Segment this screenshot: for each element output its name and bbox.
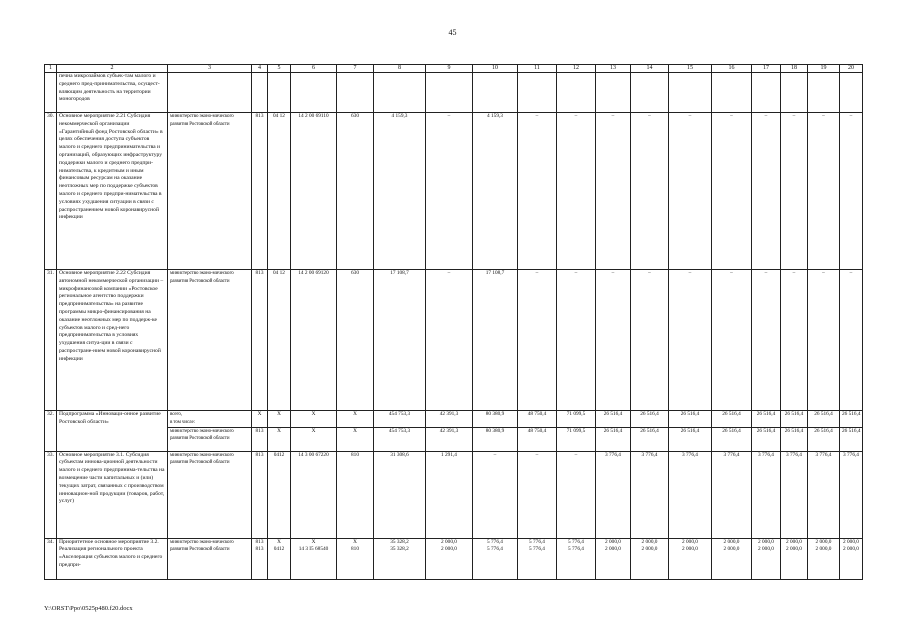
column-number: 14 <box>631 65 669 73</box>
year-value-line: 5 776,4 <box>568 546 584 553</box>
empty-cell <box>252 73 268 113</box>
column-number: 16 <box>712 65 752 73</box>
activity-name: Основное мероприятие 3.1. Субсидия субъектам иннова-ционной деятельности малого и среднего предпринима-тельства на возмещение части капитальных и (или) текущих затрат, связанных с производством инновацион-ной продукции (товаров, работ, услуг) <box>57 451 168 538</box>
year-value: – <box>557 451 596 538</box>
year-value <box>752 538 781 579</box>
year-value-line: 2 000,0 <box>605 538 621 545</box>
column-number: 9 <box>426 65 473 73</box>
year-value: – <box>781 270 808 411</box>
year-value: 26 516,4 <box>840 427 863 451</box>
year-value-line: 2 000,0 <box>682 538 698 545</box>
year-value: – <box>752 270 781 411</box>
row-number: 31. <box>45 270 57 411</box>
year-value: 26 516,4 <box>669 427 712 451</box>
grbs-code <box>252 538 268 579</box>
grbs-code: 813 <box>252 113 268 270</box>
rzpr-code: 04 12 <box>268 113 291 270</box>
row-number <box>45 73 57 113</box>
total-value <box>374 538 426 579</box>
year-value: – <box>669 113 712 270</box>
empty-cell <box>374 73 426 113</box>
year-value: 3 776,4 <box>781 451 808 538</box>
empty-cell <box>808 73 840 113</box>
year-value-line: 5 776,4 <box>487 538 503 545</box>
budget-table <box>44 64 863 580</box>
year-value: 26 516,4 <box>631 411 669 428</box>
csr-code: 14 3 00 67220 <box>291 451 337 538</box>
year-value: 1 291,4 <box>426 451 473 538</box>
year-value-line: 2 000,0 <box>815 546 832 553</box>
year-value <box>518 538 557 579</box>
column-number: 17 <box>752 65 781 73</box>
year-value-line: 2 000,0 <box>786 538 802 545</box>
year-value: 3 776,4 <box>712 451 752 538</box>
year-value: – <box>840 113 863 270</box>
vr-code: X <box>337 411 374 428</box>
year-value: – <box>712 113 752 270</box>
csr-code: 14 2 00 69120 <box>291 270 337 411</box>
year-value: 71 099,5 <box>557 427 596 451</box>
executor: министерство эконо-мического развития Ростовской области <box>168 270 252 411</box>
year-value <box>557 538 596 579</box>
executor: министерство эконо-мического развития Ростовской области <box>168 427 252 451</box>
year-value-line: 5 776,4 <box>529 538 545 545</box>
row-number: 34. <box>45 538 57 579</box>
year-value-line: 2 000,0 <box>758 538 774 545</box>
total-value: 17 108,7 <box>374 270 426 411</box>
year-value: – <box>596 270 631 411</box>
year-value <box>781 538 808 579</box>
continued-row <box>45 73 863 113</box>
year-value <box>808 538 840 579</box>
year-value: 26 516,4 <box>781 427 808 451</box>
vr-code: X <box>337 427 374 451</box>
empty-cell <box>781 73 808 113</box>
year-value: 26 516,4 <box>596 427 631 451</box>
year-value: 4 159,3 <box>473 113 518 270</box>
empty-cell <box>426 73 473 113</box>
empty-cell <box>840 73 863 113</box>
empty-cell <box>631 73 669 113</box>
table-row <box>45 538 863 579</box>
table-row <box>45 451 863 538</box>
year-value-line: 2 000,0 <box>843 538 859 545</box>
table-row <box>45 113 863 270</box>
rzpr-code-line: 0412 <box>273 546 285 553</box>
table-row <box>45 427 863 451</box>
empty-cell <box>752 73 781 113</box>
executor: всего, в том числе: <box>168 411 252 428</box>
column-number: 8 <box>374 65 426 73</box>
csr-code: 14 2 00 69110 <box>291 113 337 270</box>
year-value: – <box>631 113 669 270</box>
vr-code-line: X <box>353 538 357 545</box>
year-value: 3 776,4 <box>808 451 840 538</box>
year-value: – <box>557 270 596 411</box>
activity-name: Основное мероприятие 2.21 Субсидия некоммерческой организации «Гарантийный фонд Ростовской области» в целях обеспечения доступа субъектов малого и среднего предпринимательства и организаций, образующих инфраструктуру поддержки малого и среднего предпри-нимательства, к кредитным и иным финансовым ресурсам на оказание неотложных мер по поддержке субъектов малого и среднего предпри-нимательства в условиях ухудшения ситуации в связи с распространением новой коронавирусной инфекции <box>57 113 168 270</box>
total-value: 454 753,3 <box>374 427 426 451</box>
year-value: 80 380,9 <box>473 427 518 451</box>
year-value: 26 516,4 <box>669 411 712 428</box>
year-value <box>596 538 631 579</box>
year-value: – <box>426 113 473 270</box>
year-value: – <box>752 113 781 270</box>
year-value: 48 750,4 <box>518 411 557 428</box>
year-value: – <box>518 113 557 270</box>
year-value: – <box>631 270 669 411</box>
empty-cell <box>168 73 252 113</box>
year-value: – <box>596 113 631 270</box>
year-value-line: 2 000,0 <box>605 546 621 553</box>
vr-code: 630 <box>337 270 374 411</box>
column-number: 11 <box>518 65 557 73</box>
year-value: – <box>518 270 557 411</box>
year-value <box>712 538 752 579</box>
year-value-line: 2 000,0 <box>441 546 457 553</box>
csr-code <box>291 538 337 579</box>
year-value: 26 516,4 <box>808 411 840 428</box>
year-value-line: 5 776,4 <box>487 546 503 553</box>
activity-name: Подпрограмма «Инноваци-онное развитие Ростовской области» <box>57 411 168 452</box>
year-value: 71 099,5 <box>557 411 596 428</box>
column-number: 3 <box>168 65 252 73</box>
year-value: 26 516,4 <box>752 427 781 451</box>
grbs-code-line: 813 <box>255 546 264 553</box>
column-number: 12 <box>557 65 596 73</box>
year-value: 42 391,3 <box>426 427 473 451</box>
rzpr-code: 0412 <box>268 451 291 538</box>
year-value-line: 2 000,0 <box>441 538 457 545</box>
year-value: 42 391,3 <box>426 411 473 428</box>
column-number: 6 <box>291 65 337 73</box>
year-value: 26 516,4 <box>631 427 669 451</box>
vr-code <box>337 538 374 579</box>
year-value: 80 380,9 <box>473 411 518 428</box>
year-value-line: 2 000,0 <box>641 546 658 553</box>
row-number: 33. <box>45 451 57 538</box>
total-value: 31 308,6 <box>374 451 426 538</box>
empty-cell <box>596 73 631 113</box>
csr-code-line: 14 3 I5 68540 <box>298 546 329 553</box>
year-value <box>840 538 863 579</box>
year-value: – <box>518 451 557 538</box>
year-value: 26 516,4 <box>840 411 863 428</box>
year-value-line: 2 000,0 <box>786 546 802 553</box>
year-value <box>669 538 712 579</box>
year-value: 17 108,7 <box>473 270 518 411</box>
year-value: 3 776,4 <box>752 451 781 538</box>
vr-code-line: 810 <box>351 546 359 553</box>
year-value-line: 2 000,0 <box>641 538 658 545</box>
activity-name: печна микрозаймов субъек-там малого и среднего пред-принимательства, осущест-вляющим деятельность на территории моногородов <box>57 73 168 113</box>
year-value: – <box>426 270 473 411</box>
year-value-line: 2 000,0 <box>843 546 859 553</box>
year-value-line: 2 000,0 <box>723 546 740 553</box>
year-value-line: 5 776,4 <box>568 538 584 545</box>
executor: министерство эконо-мического развития Ростовской области <box>168 113 252 270</box>
column-number: 2 <box>57 65 168 73</box>
csr-code: X <box>291 427 337 451</box>
empty-cell <box>268 73 291 113</box>
empty-cell <box>557 73 596 113</box>
year-value: 3 776,4 <box>840 451 863 538</box>
year-value: 26 516,4 <box>596 411 631 428</box>
column-number: 18 <box>781 65 808 73</box>
executor: министерство эконо-мического развития Ростовской области <box>168 538 252 579</box>
total-value: 454 753,3 <box>374 411 426 428</box>
year-value-line: 2 000,0 <box>758 546 774 553</box>
column-number: 15 <box>669 65 712 73</box>
vr-code: 810 <box>337 451 374 538</box>
year-value: – <box>781 113 808 270</box>
rzpr-code: X <box>268 427 291 451</box>
page-number: 45 <box>448 28 457 37</box>
grbs-code: X <box>252 411 268 428</box>
empty-cell <box>669 73 712 113</box>
empty-cell <box>291 73 337 113</box>
year-value: 26 516,4 <box>808 427 840 451</box>
column-number: 10 <box>473 65 518 73</box>
year-value: 3 776,4 <box>596 451 631 538</box>
total-value-line: 35 328,2 <box>390 538 409 545</box>
grbs-code: 813 <box>252 451 268 538</box>
activity-name: Основное мероприятие 2.22 Субсидия автономной некоммерческой организации – микрофинансовой компании «Ростовское региональное агентство поддержки предпринимательства» на развитие программы микро-финансирования на оказание неотложных мер по поддерж-ке субъектов малого и сред-него предпринимательства в условиях ухудшения ситуа-ции в связи с распростране-нием новой коронавирусной инфекции <box>57 270 168 411</box>
year-value: 3 776,4 <box>669 451 712 538</box>
year-value: – <box>557 113 596 270</box>
csr-code: X <box>291 411 337 428</box>
rzpr-code: X <box>268 411 291 428</box>
grbs-code: 813 <box>252 270 268 411</box>
grbs-code-line: 813 <box>255 538 264 545</box>
grbs-code: 813 <box>252 427 268 451</box>
year-value: 26 516,4 <box>752 411 781 428</box>
column-number: 13 <box>596 65 631 73</box>
row-number: 30. <box>45 113 57 270</box>
column-number: 5 <box>268 65 291 73</box>
row-number: 32. <box>45 411 57 452</box>
activity-name: Приоритетное основное мероприятие 3.2. Реализация регионального проекта «Акселерация субъектов малого и среднего предпри- <box>57 538 168 579</box>
empty-cell <box>337 73 374 113</box>
year-value: – <box>808 270 840 411</box>
column-number: 4 <box>252 65 268 73</box>
column-number-row <box>45 65 863 73</box>
year-value: 48 750,4 <box>518 427 557 451</box>
year-value: – <box>712 270 752 411</box>
year-value-line: 2 000,0 <box>815 538 832 545</box>
year-value <box>631 538 669 579</box>
year-value: – <box>473 451 518 538</box>
year-value <box>426 538 473 579</box>
year-value-line: 5 776,4 <box>529 546 545 553</box>
empty-cell <box>473 73 518 113</box>
executor: министерство эконо-мического развития Ростовской области <box>168 451 252 538</box>
rzpr-code-line: X <box>277 538 281 545</box>
year-value: – <box>808 113 840 270</box>
rzpr-code: 04 12 <box>268 270 291 411</box>
year-value-line: 2 000,0 <box>723 538 740 545</box>
column-number: 19 <box>808 65 840 73</box>
year-value: – <box>840 270 863 411</box>
total-value-line: 35 328,2 <box>390 546 409 553</box>
year-value: – <box>669 270 712 411</box>
table-row <box>45 411 863 428</box>
year-value: 3 776,4 <box>631 451 669 538</box>
column-number: 7 <box>337 65 374 73</box>
year-value: 26 516,4 <box>781 411 808 428</box>
rzpr-code <box>268 538 291 579</box>
total-value: 4 159,3 <box>374 113 426 270</box>
year-value: 26 516,4 <box>712 411 752 428</box>
year-value: 26 516,4 <box>712 427 752 451</box>
file-path-footer: Y:\ORST\Ppo\0525p480.f20.docx <box>44 605 133 612</box>
empty-cell <box>712 73 752 113</box>
column-number: 20 <box>840 65 863 73</box>
table-row <box>45 270 863 411</box>
column-number: 1 <box>45 65 57 73</box>
year-value <box>473 538 518 579</box>
year-value-line: 2 000,0 <box>682 546 698 553</box>
empty-cell <box>518 73 557 113</box>
vr-code: 630 <box>337 113 374 270</box>
csr-code-line: X <box>311 538 316 545</box>
